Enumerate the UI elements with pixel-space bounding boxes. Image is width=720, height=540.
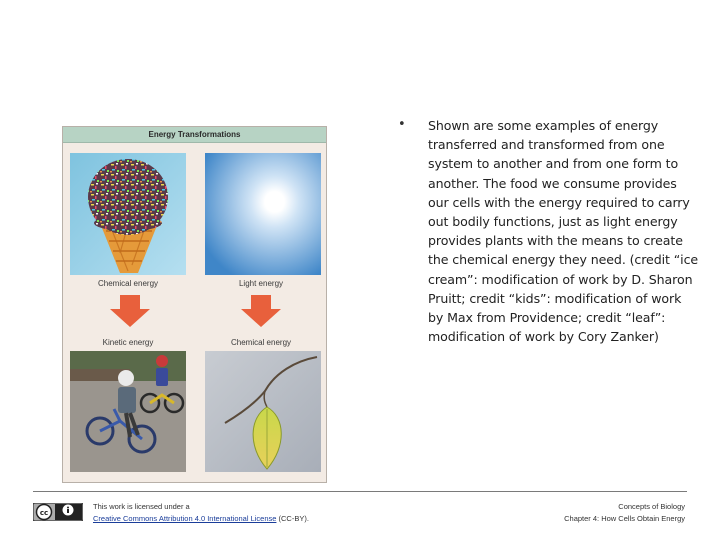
kids-on-bikes-photo bbox=[70, 351, 186, 472]
cc-by-license-icon bbox=[33, 503, 83, 521]
caption-chemical-energy-bottom: Chemical energy bbox=[230, 338, 292, 347]
license-suffix: (CC-BY). bbox=[276, 514, 309, 523]
bullet-paragraph: Shown are some examples of energy transferred and transformed from one system to another and from one form to another. The food we consume provides our cells with the energy required to carry out bodily functions, just as light energy provides plants with the means to create the chemical energy they need. (credit “ice cream”: modification of work by D. Sharon Pruitt; credit “kids”: modification of work by Max from Providence; credit “leaf”: modification of work by Cory Zanker) bbox=[428, 118, 699, 345]
bullet-marker: • bbox=[398, 117, 406, 132]
chapter-title: Chapter 4: How Cells Obtain Energy bbox=[564, 514, 685, 523]
figure-title: Energy Transformations bbox=[63, 127, 326, 143]
cc-badge-text: cc bbox=[39, 509, 49, 517]
arrow-down-left-icon bbox=[110, 295, 150, 327]
leaf-photo bbox=[205, 351, 321, 472]
course-title: Concepts of Biology bbox=[618, 502, 685, 511]
energy-transformations-figure bbox=[62, 126, 327, 483]
caption-light-energy: Light energy bbox=[238, 279, 284, 288]
license-link[interactable]: Creative Commons Attribution 4.0 International License bbox=[93, 514, 277, 523]
sun-photo bbox=[205, 153, 321, 275]
license-prefix: This work is licensed under a bbox=[93, 502, 190, 511]
caption-chemical-energy-top: Chemical energy bbox=[97, 279, 159, 288]
ice-cream-photo bbox=[70, 153, 186, 275]
license-line bbox=[93, 514, 309, 523]
arrow-down-right-icon bbox=[241, 295, 281, 327]
footer-divider bbox=[33, 491, 687, 492]
caption-kinetic-energy: Kinetic energy bbox=[102, 338, 154, 347]
